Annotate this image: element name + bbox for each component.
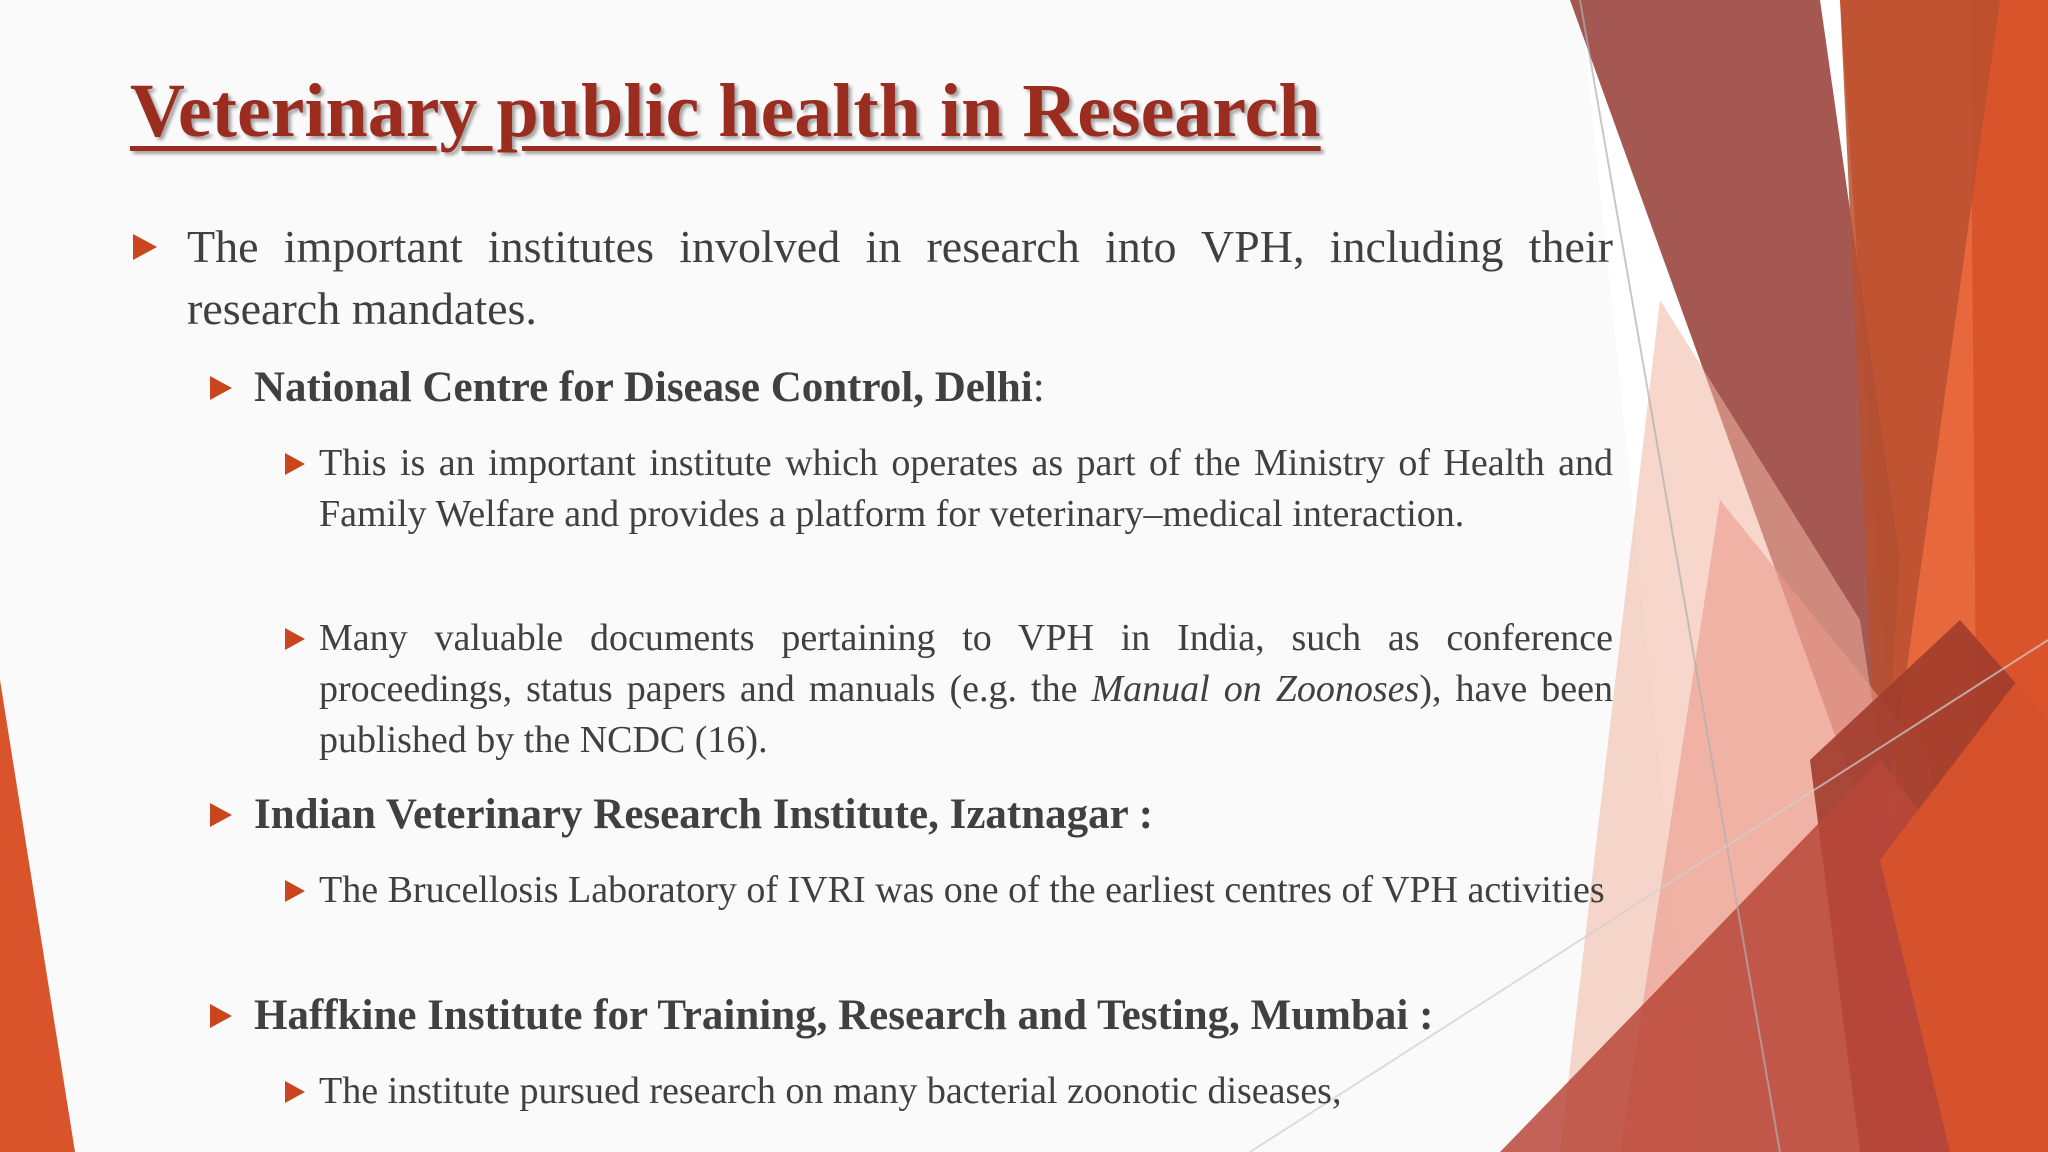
slide-title: Veterinary public health in Research: [130, 69, 1321, 153]
sub-bullet-ncdc-1: [285, 438, 1613, 540]
bullet-arrow-icon: [210, 376, 232, 400]
publication-title: Manual on Zoonoses: [1091, 668, 1420, 710]
section-heading-ncdc: [210, 358, 1610, 418]
bullet-text: The institute pursued research on many bacterial zoonotic diseases,: [319, 1070, 1342, 1112]
bullet-text: The Brucellosis Laboratory of IVRI was one of the earliest centres of VPH activities: [319, 869, 1605, 911]
section-heading-text: National Centre for Disease Control, Delhi: [254, 364, 1033, 411]
section-heading-suffix: :: [1032, 364, 1045, 411]
bullet-text: Many valuable documents pertaining to VPH in India, such as conference proceedings, status papers and manuals (e.g. the Manual on Zoonoses), have been published by the NCDC (16).: [319, 617, 1613, 761]
bullet-intro: [133, 216, 1613, 340]
bullet-arrow-icon: [133, 234, 157, 260]
section-heading-text: Haffkine Institute for Training, Research and Testing, Mumbai :: [254, 992, 1434, 1039]
section-heading-haffkine: [210, 986, 1630, 1046]
sub-bullet-haffkine-1: [285, 1066, 1613, 1117]
bullet-arrow-icon: [285, 1081, 305, 1103]
sub-bullet-ivri-1: [285, 865, 1613, 916]
bullet-arrow-icon: [285, 628, 305, 650]
bullet-text: This is an important institute which operates as part of the Ministry of Health and Family Welfare and provides a platform for veterinary–medical interaction.: [319, 442, 1613, 535]
sub-bullet-ncdc-2: [285, 613, 1613, 766]
section-heading-ivri: [210, 785, 1610, 845]
bullet-arrow-icon: [210, 803, 232, 827]
bullet-arrow-icon: [285, 880, 305, 902]
bullet-text: The important institutes involved in research into VPH, including their research mandates.: [187, 221, 1613, 334]
bullet-arrow-icon: [285, 453, 305, 475]
section-heading-text: Indian Veterinary Research Institute, Izatnagar :: [254, 791, 1154, 838]
bullet-arrow-icon: [210, 1004, 232, 1028]
